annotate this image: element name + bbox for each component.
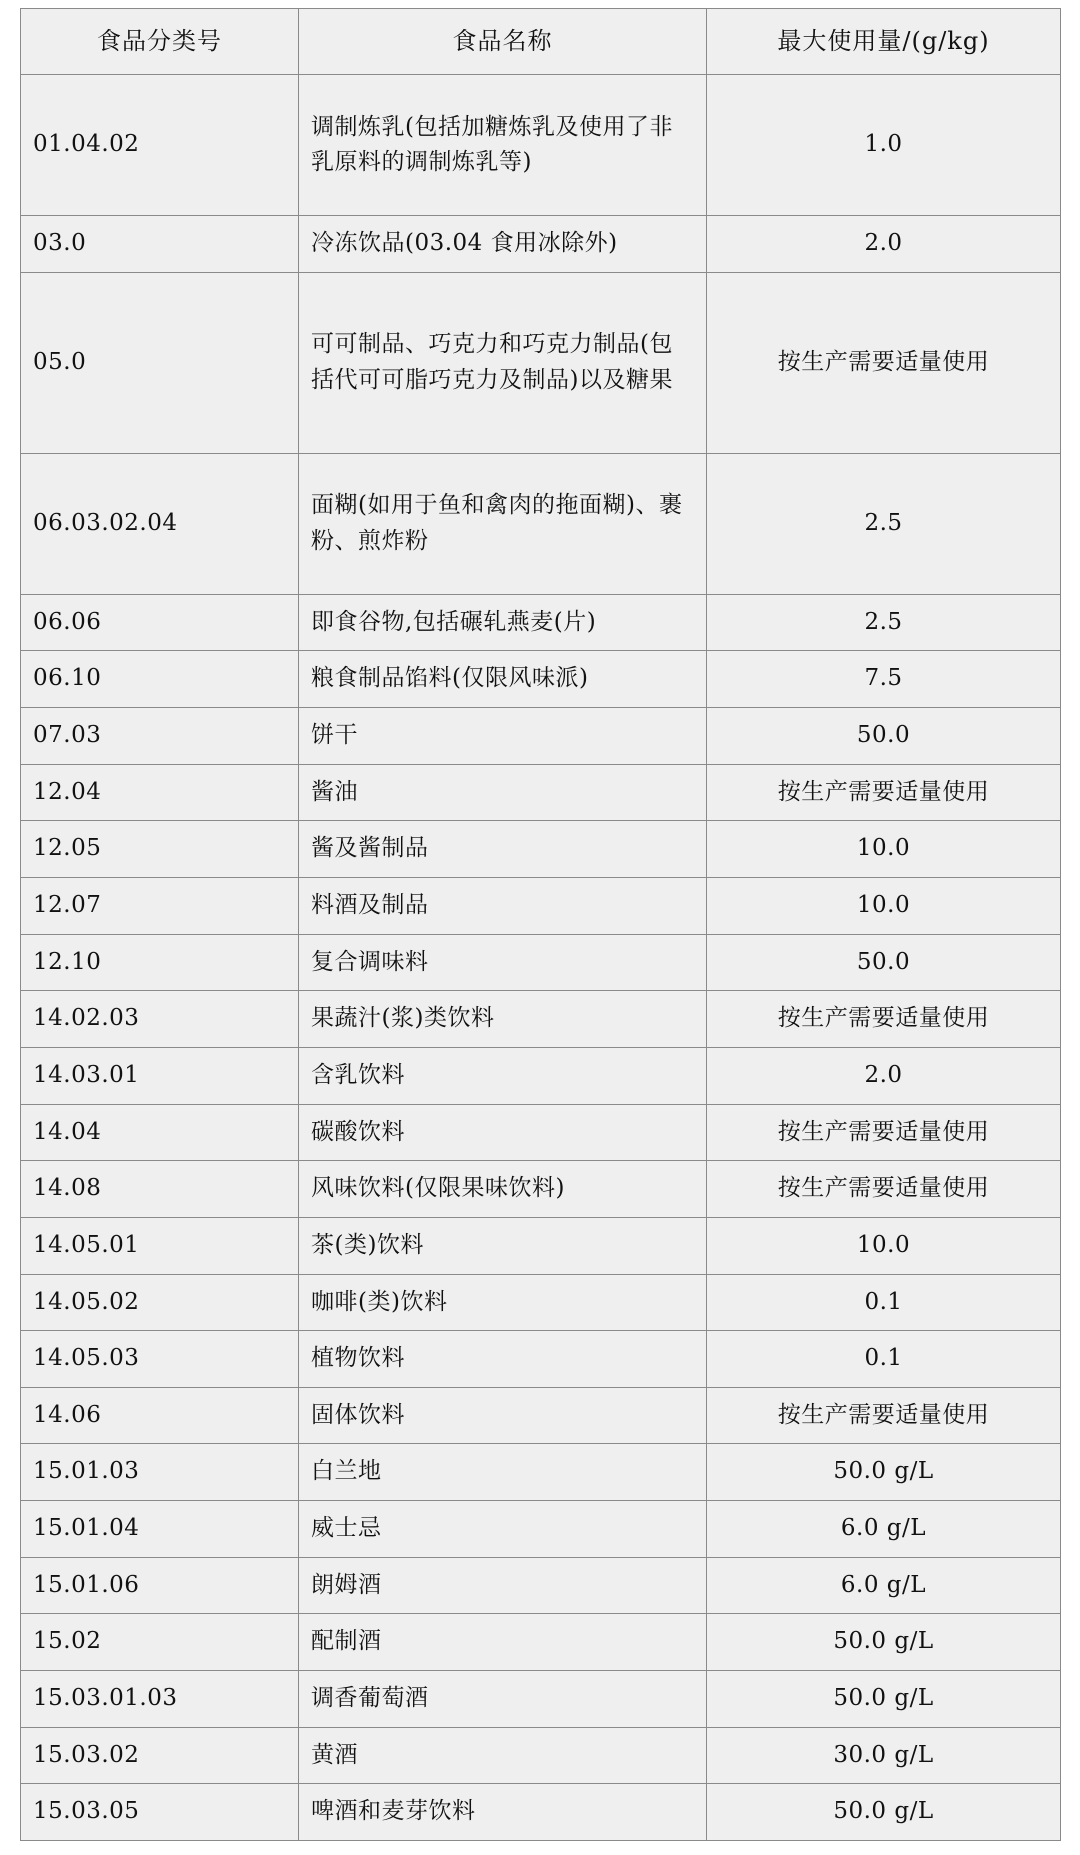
cell-food-category-code: 14.05.01 <box>21 1217 299 1274</box>
cell-max-usage: 0.1 <box>707 1331 1061 1388</box>
cell-max-usage: 10.0 <box>707 878 1061 935</box>
food-additive-usage-table <box>20 8 1061 1841</box>
cell-food-name: 料酒及制品 <box>299 878 707 935</box>
cell-max-usage: 按生产需要适量使用 <box>707 1104 1061 1161</box>
cell-max-usage: 50.0 g/L <box>707 1784 1061 1841</box>
cell-food-name: 面糊(如用于鱼和禽肉的拖面糊)、裹粉、煎炸粉 <box>299 453 707 594</box>
cell-food-category-code: 15.01.03 <box>21 1444 299 1501</box>
table-row <box>21 991 1061 1048</box>
table-row <box>21 1217 1061 1274</box>
table-header-row <box>21 9 1061 75</box>
cell-food-name: 配制酒 <box>299 1614 707 1671</box>
cell-food-name: 咖啡(类)饮料 <box>299 1274 707 1331</box>
cell-food-category-code: 14.03.01 <box>21 1047 299 1104</box>
table-row <box>21 1784 1061 1841</box>
cell-max-usage: 50.0 g/L <box>707 1444 1061 1501</box>
cell-max-usage: 2.5 <box>707 453 1061 594</box>
table-row <box>21 708 1061 765</box>
cell-food-name: 含乳饮料 <box>299 1047 707 1104</box>
cell-max-usage: 按生产需要适量使用 <box>707 991 1061 1048</box>
cell-food-category-code: 14.08 <box>21 1161 299 1218</box>
table-header <box>21 9 1061 75</box>
cell-food-name: 粮食制品馅料(仅限风味派) <box>299 651 707 708</box>
cell-food-category-code: 03.0 <box>21 216 299 273</box>
table-row <box>21 1104 1061 1161</box>
table-row <box>21 934 1061 991</box>
cell-food-category-code: 06.10 <box>21 651 299 708</box>
table-row <box>21 1161 1061 1218</box>
cell-food-name: 碳酸饮料 <box>299 1104 707 1161</box>
cell-food-name: 饼干 <box>299 708 707 765</box>
cell-food-category-code: 15.01.04 <box>21 1501 299 1558</box>
column-header-max-usage: 最大使用量/(g/kg) <box>707 9 1061 75</box>
table-row <box>21 1444 1061 1501</box>
cell-max-usage: 2.0 <box>707 216 1061 273</box>
cell-food-category-code: 15.03.02 <box>21 1727 299 1784</box>
cell-max-usage: 10.0 <box>707 1217 1061 1274</box>
cell-food-name: 即食谷物,包括碾轧燕麦(片) <box>299 594 707 651</box>
cell-food-category-code: 14.05.03 <box>21 1331 299 1388</box>
cell-max-usage: 2.0 <box>707 1047 1061 1104</box>
cell-food-category-code: 12.07 <box>21 878 299 935</box>
table-row <box>21 1387 1061 1444</box>
cell-food-category-code: 12.05 <box>21 821 299 878</box>
table-row <box>21 1557 1061 1614</box>
cell-food-name: 冷冻饮品(03.04 食用冰除外) <box>299 216 707 273</box>
cell-food-name: 白兰地 <box>299 1444 707 1501</box>
table-row <box>21 75 1061 216</box>
cell-max-usage: 0.1 <box>707 1274 1061 1331</box>
table-row <box>21 453 1061 594</box>
cell-max-usage: 50.0 <box>707 708 1061 765</box>
cell-food-category-code: 06.06 <box>21 594 299 651</box>
cell-max-usage: 按生产需要适量使用 <box>707 272 1061 453</box>
cell-max-usage: 7.5 <box>707 651 1061 708</box>
cell-food-name: 调制炼乳(包括加糖炼乳及使用了非乳原料的调制炼乳等) <box>299 75 707 216</box>
cell-max-usage: 30.0 g/L <box>707 1727 1061 1784</box>
table-row <box>21 272 1061 453</box>
column-header-food-category-code: 食品分类号 <box>21 9 299 75</box>
cell-food-name: 朗姆酒 <box>299 1557 707 1614</box>
cell-food-name: 威士忌 <box>299 1501 707 1558</box>
cell-food-name: 果蔬汁(浆)类饮料 <box>299 991 707 1048</box>
table-row <box>21 764 1061 821</box>
table-row <box>21 1274 1061 1331</box>
table-body <box>21 75 1061 1841</box>
cell-food-category-code: 14.02.03 <box>21 991 299 1048</box>
cell-food-category-code: 12.04 <box>21 764 299 821</box>
cell-max-usage: 2.5 <box>707 594 1061 651</box>
table-row <box>21 594 1061 651</box>
cell-food-name: 植物饮料 <box>299 1331 707 1388</box>
cell-max-usage: 10.0 <box>707 821 1061 878</box>
cell-food-name: 黄酒 <box>299 1727 707 1784</box>
cell-food-category-code: 07.03 <box>21 708 299 765</box>
cell-food-category-code: 01.04.02 <box>21 75 299 216</box>
table-row <box>21 821 1061 878</box>
table-row <box>21 1047 1061 1104</box>
cell-food-name: 可可制品、巧克力和巧克力制品(包括代可可脂巧克力及制品)以及糖果 <box>299 272 707 453</box>
cell-food-category-code: 15.03.01.03 <box>21 1671 299 1728</box>
cell-max-usage: 50.0 <box>707 934 1061 991</box>
cell-food-category-code: 05.0 <box>21 272 299 453</box>
cell-food-category-code: 15.01.06 <box>21 1557 299 1614</box>
cell-max-usage: 6.0 g/L <box>707 1557 1061 1614</box>
table-row <box>21 1727 1061 1784</box>
cell-max-usage: 50.0 g/L <box>707 1614 1061 1671</box>
table-row <box>21 1331 1061 1388</box>
cell-max-usage: 按生产需要适量使用 <box>707 1161 1061 1218</box>
cell-max-usage: 按生产需要适量使用 <box>707 764 1061 821</box>
cell-food-category-code: 14.05.02 <box>21 1274 299 1331</box>
cell-food-category-code: 06.03.02.04 <box>21 453 299 594</box>
cell-food-name: 酱油 <box>299 764 707 821</box>
cell-food-name: 茶(类)饮料 <box>299 1217 707 1274</box>
cell-food-name: 调香葡萄酒 <box>299 1671 707 1728</box>
cell-food-name: 风味饮料(仅限果味饮料) <box>299 1161 707 1218</box>
cell-max-usage: 6.0 g/L <box>707 1501 1061 1558</box>
cell-food-name: 酱及酱制品 <box>299 821 707 878</box>
cell-food-name: 啤酒和麦芽饮料 <box>299 1784 707 1841</box>
cell-food-category-code: 14.06 <box>21 1387 299 1444</box>
cell-food-category-code: 12.10 <box>21 934 299 991</box>
table-row <box>21 1614 1061 1671</box>
cell-food-category-code: 14.04 <box>21 1104 299 1161</box>
cell-food-category-code: 15.02 <box>21 1614 299 1671</box>
column-header-food-name: 食品名称 <box>299 9 707 75</box>
table-row <box>21 1671 1061 1728</box>
cell-food-category-code: 15.03.05 <box>21 1784 299 1841</box>
cell-max-usage: 1.0 <box>707 75 1061 216</box>
table-row <box>21 1501 1061 1558</box>
cell-max-usage: 50.0 g/L <box>707 1671 1061 1728</box>
cell-food-name: 复合调味料 <box>299 934 707 991</box>
table-row <box>21 216 1061 273</box>
table-row <box>21 878 1061 935</box>
cell-food-name: 固体饮料 <box>299 1387 707 1444</box>
table-row <box>21 651 1061 708</box>
cell-max-usage: 按生产需要适量使用 <box>707 1387 1061 1444</box>
